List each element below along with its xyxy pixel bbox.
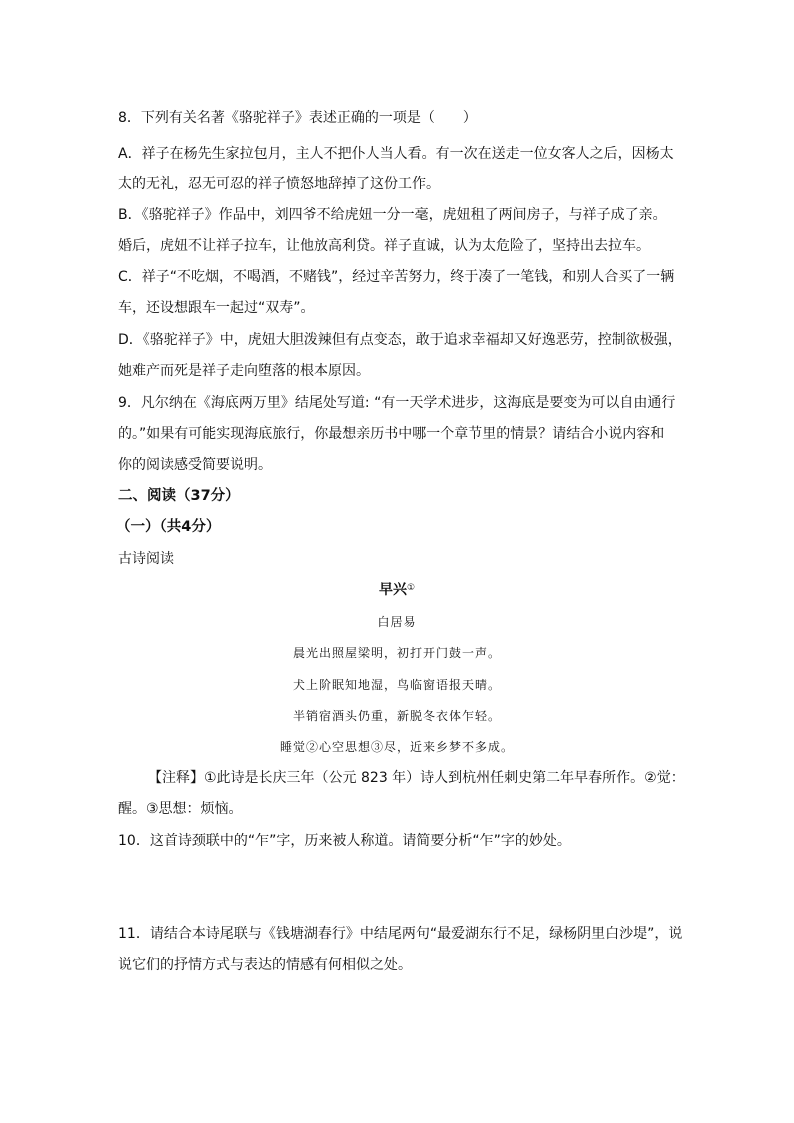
poem-title-note-mark: ① bbox=[406, 583, 416, 593]
question-9-line1: 9．凡尔纳在《海底两万里》结尾处写道: “有一天学术进步，这海底是要变为可以自由通行 bbox=[118, 395, 676, 411]
poem-line-1: 晨光出照屋梁明，初打开门鼓一声。 bbox=[292, 646, 501, 660]
question-9-line2: 的。”如果有可能实现海底旅行，你最想亲历书中哪一个章节里的情景？请结合小说内容和 bbox=[118, 426, 665, 442]
poem-title bbox=[0, 580, 794, 600]
question-10: 10．这首诗颈联中的“乍”字，历来被人称道。请简要分析“乍”字的妙处。 bbox=[118, 833, 571, 849]
question-8-stem: 8．下列有关名著《骆驼祥子》表述正确的一项是（ ） bbox=[118, 110, 477, 126]
q8-option-a-line2: 太的无礼，忍无可忍的祥子愤怒地辞掉了这份工作。 bbox=[118, 176, 440, 192]
q8-option-c-line1: C．祥子“不吃烟，不喝酒，不赌钱”，经过辛苦努力，终于凑了一笔钱，和别人合买了一辆 bbox=[118, 269, 675, 285]
poem-note-line2: 醒。③思想：烦恼。 bbox=[118, 801, 243, 817]
q8-option-d-line1: D．《骆驼祥子》中，虎妞大胆泼辣但有点变态，敢于追求幸福却又好逸恶劳，控制欲极强， bbox=[118, 332, 682, 348]
q8-option-c-line2: 车，还设想跟车一起过“双寿”。 bbox=[118, 300, 315, 316]
section-title: 二、阅读（37分） bbox=[118, 488, 240, 504]
question-11-line2: 说它们的抒情方式与表达的情感有何相似之处。 bbox=[118, 957, 412, 973]
poem-title-text: 早兴 bbox=[378, 582, 407, 598]
poem-author: 白居易 bbox=[377, 615, 417, 629]
poem-note-line1: 【注释】①此诗是长庆三年（公元 823 年）诗人到杭州任刺史第二年早春所作。②觉： bbox=[148, 770, 685, 786]
q8-option-d-line2: 她难产而死是祥子走向堕落的根本原因。 bbox=[118, 363, 370, 379]
question-11-line1: 11．请结合本诗尾联与《钱塘湖春行》中结尾两句“最爱湖东行不足，绿杨阴里白沙堤”，说 bbox=[118, 926, 683, 942]
poem-line-3: 半销宿酒头仍重，新脱冬衣体乍轻。 bbox=[292, 709, 501, 723]
poem-line-4: 睡觉②心空思想③尽，近来乡梦不多成。 bbox=[279, 740, 514, 754]
q8-option-a-line1: A．祥子在杨先生家拉包月，主人不把仆人当人看。有一次在送走一位女客人之后，因杨太 bbox=[118, 146, 674, 162]
poem-line-2: 犬上阶眠知地湿，鸟临窗语报天晴。 bbox=[292, 678, 501, 692]
subsection-title: （一）（共4分） bbox=[116, 519, 221, 535]
section-label: 古诗阅读 bbox=[118, 551, 174, 567]
q8-option-b-line2: 婚后，虎妞不让祥子拉车，让他放高利贷。祥子直诚，认为太危险了，坚持出去拉车。 bbox=[118, 238, 650, 254]
question-9-line3: 你的阅读感受简要说明。 bbox=[118, 457, 272, 473]
q8-option-b-line1: B．《骆驼祥子》作品中，刘四爷不给虎妞一分一毫，虎妞租了两间房子，与祥子成了亲。 bbox=[118, 207, 667, 223]
